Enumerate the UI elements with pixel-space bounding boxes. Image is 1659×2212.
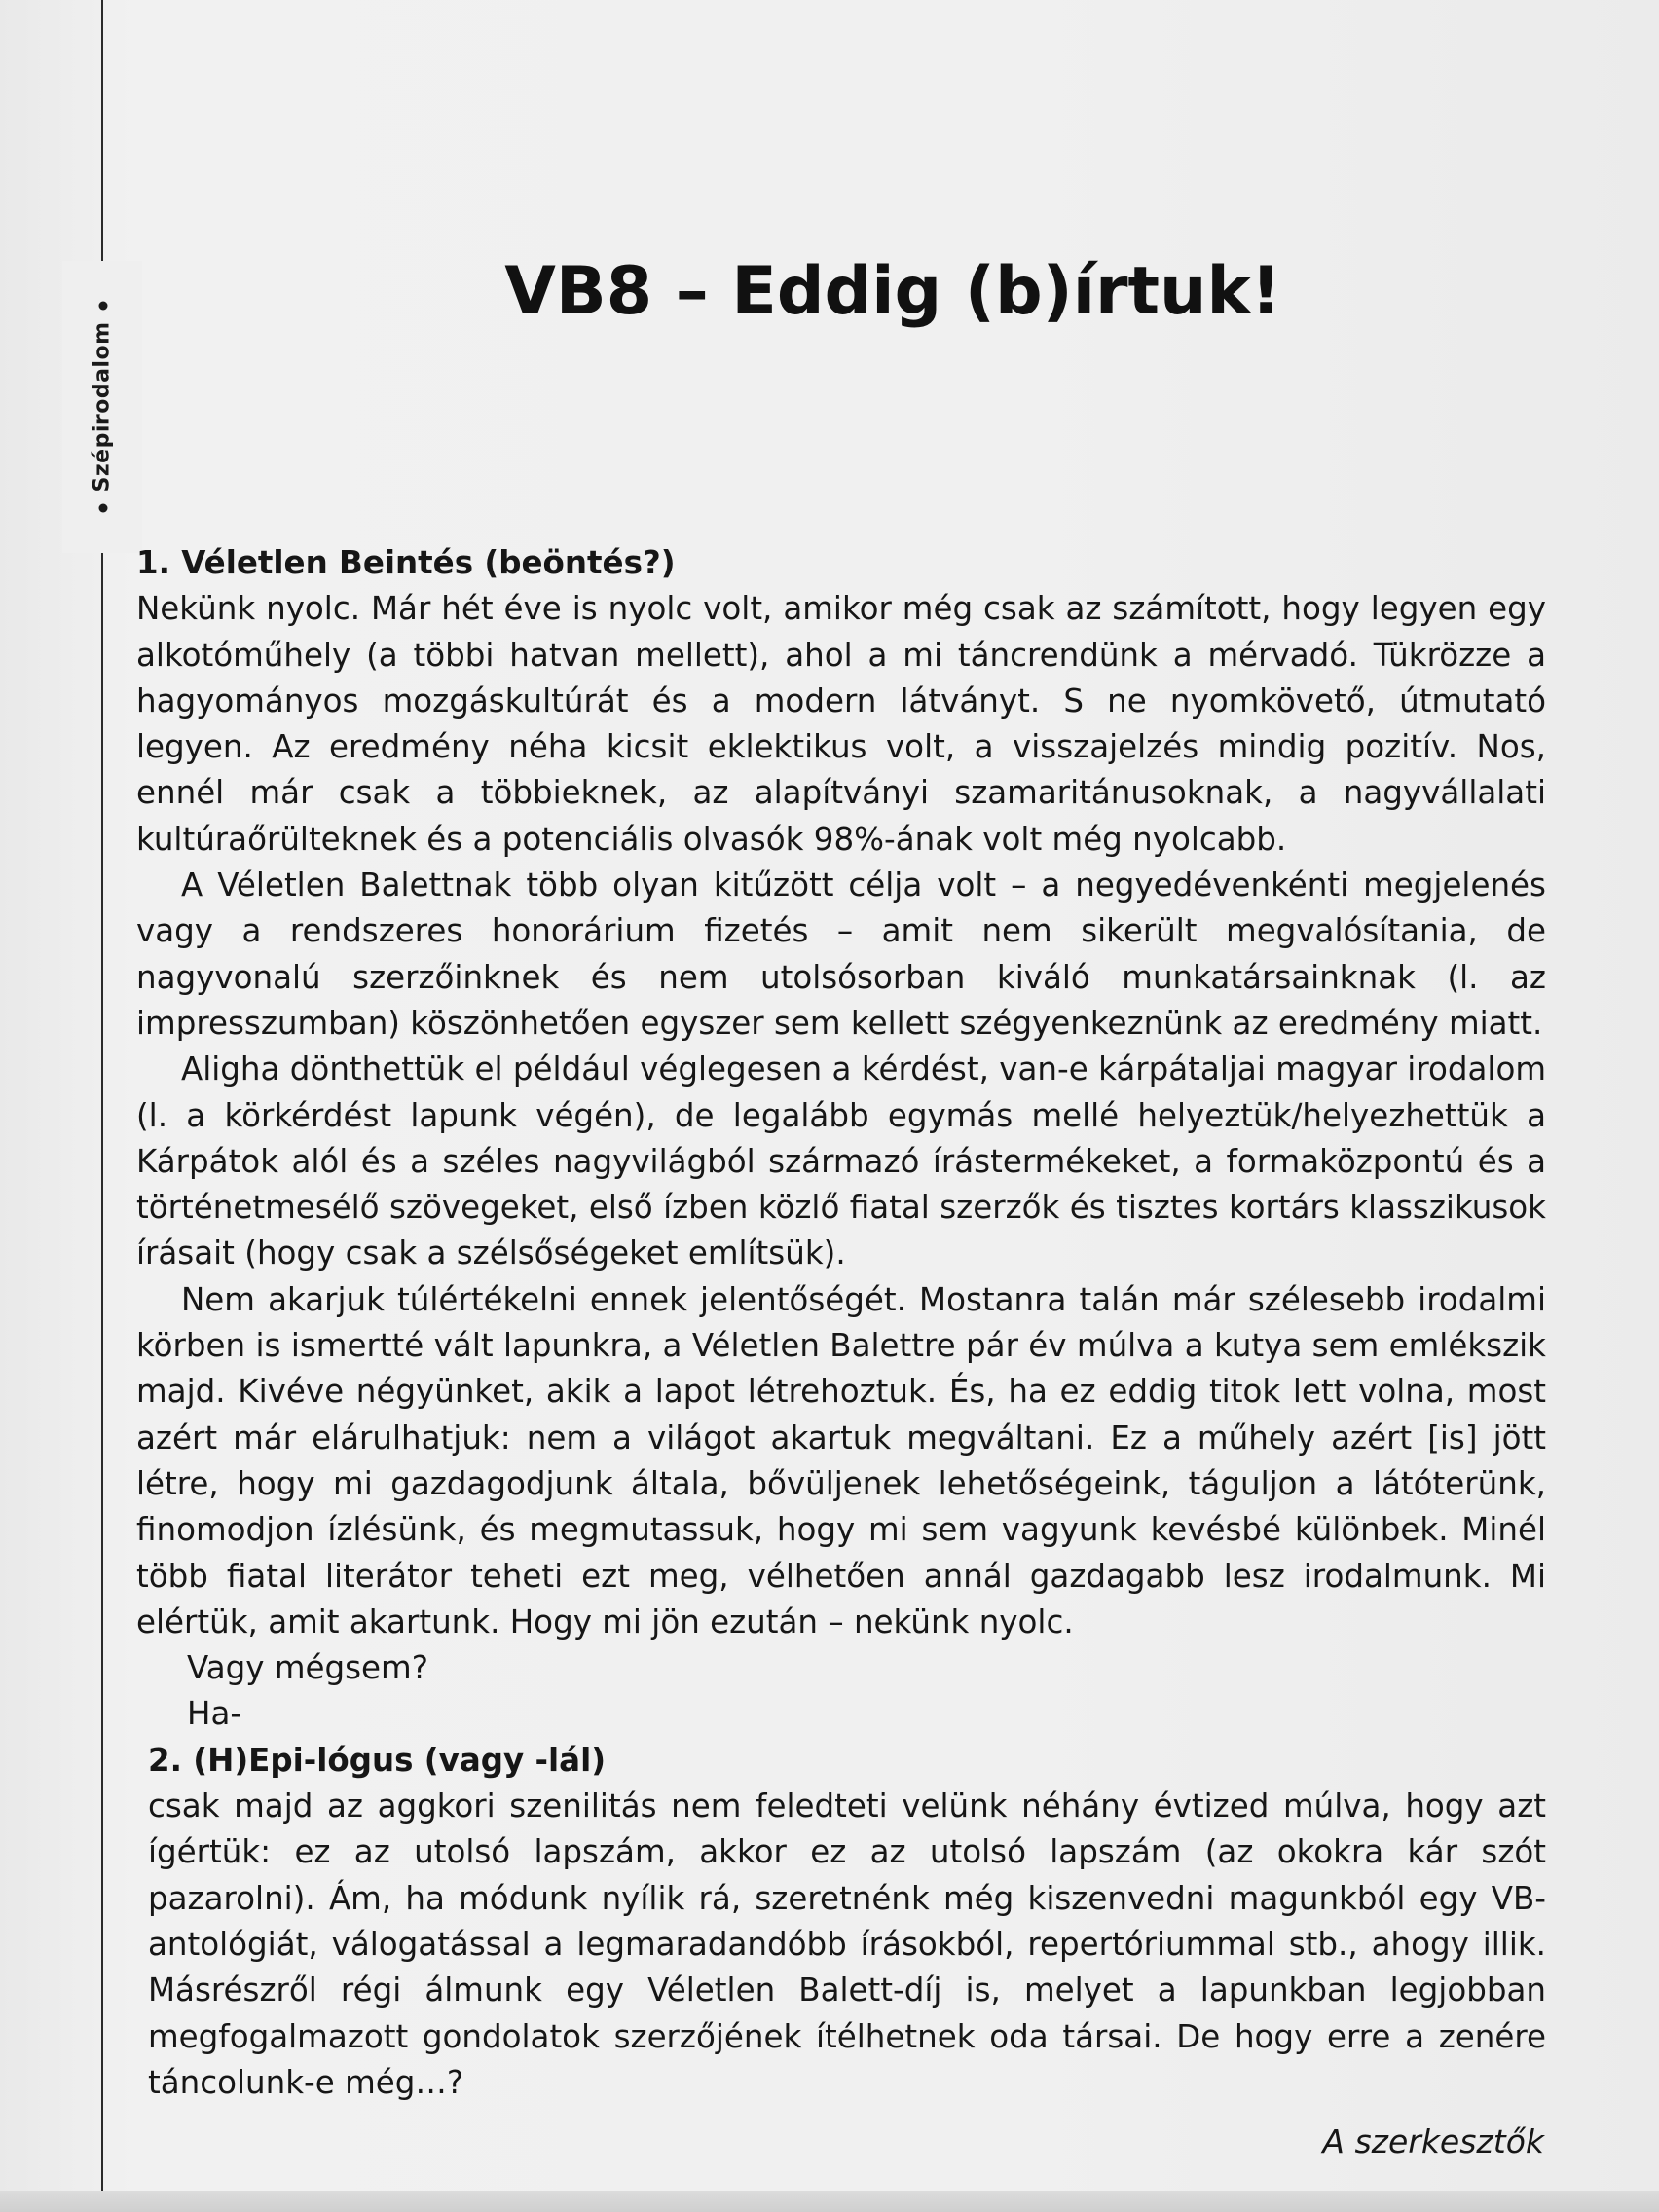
signature: A szerkesztők xyxy=(1322,2122,1544,2160)
bullet-dot-icon xyxy=(98,504,107,513)
section-label-text: Szépirodalom xyxy=(90,321,115,493)
paragraph: Nekünk nyolc. Már hét éve is nyolc volt, amikor még csak az számított, hogy legyen egy alkotóműhely (a többi hatvan mellett), ahol a mi táncrendünk a mérvadó. Tükrözze a hagyományos mozgáskultúrát és a modern látványt. S ne nyomkövető, útmutató legyen. Az eredmény néha kicsit eklektikus volt, a visszajelzés mindig pozitív. Nos, ennél már csak a többieknek, az alapítványi szamaritánusoknak, a nagyvállalati kultúraőrülteknek és a potenciális olvasók 98%-ának volt még nyolcabb. xyxy=(136,590,1546,858)
section-heading-1: 1. Véletlen Beintés (beöntés?) xyxy=(136,544,676,581)
paragraph: csak majd az aggkori szenilitás nem feledteti velünk néhány évtized múlva, hogy azt ígértük: ez az utolsó lapszám, akkor ez az utolsó lapszám (az okokra kár szót pazarolni). Ám, ha módunk nyílik rá, szeretnénk még kiszenvedni magunkból egy VB-antológiát, válogatással a legmaradandóbb írásokból, repertóriummal stb., ahogy illik. Másrészről régi álmunk egy Véletlen Balett-díj is, melyet a lapunkban legjobban megfogalmazott gondolatok szerzőjének ítélhetnek oda társai. De hogy erre a zenére táncolunk-e még…? xyxy=(148,1788,1546,2101)
paragraph: Vagy mégsem? xyxy=(187,1649,428,1687)
page-title: VB8 – Eddig (b)írtuk! xyxy=(504,253,1281,330)
paragraph: A Véletlen Balettnak több olyan kitűzött célja volt – a negyedévenkénti megjelenés vagy a rendszeres honorárium fizetés – amit nem sikerült megvalósítania, de nagyvonalú szerzőinknek és nem utolsósorban kiváló munkatársainknak (l. az impresszumban) köszönhetően egyszer sem kellett szégyenkeznünk az eredmény miatt. xyxy=(136,866,1546,1042)
section-2 xyxy=(136,1738,1546,2106)
paragraph: Ha- xyxy=(187,1695,242,1733)
article-body xyxy=(136,540,1546,2106)
paragraph: Aligha dönthettük el például véglegesen a kérdést, van-e kárpátaljai magyar irodalom (l. a körkérdést lapunk végén), de legalább egymás mellé helyeztük/helyezhettük a Kárpátok alól és a széles nagyvilágból származó írástermékeket, a formaközpontú és a történetmesélő szövegeket, első ízben közlő fiatal szerzők és tisztes kortárs klasszikusok írásait (hogy csak a szélsőségeket említsük). xyxy=(136,1051,1546,1272)
section-heading-2: 2. (H)Epi-lógus (vagy -lál) xyxy=(148,1741,607,1779)
paragraph: Nem akarjuk túlértékelni ennek jelentőségét. Mostanra talán már szélesebb irodalmi körben is ismertté vált lapunkra, a Véletlen Balettre pár év múlva a kutya sem emlékszik majd. Kivéve négyünket, akik a lapot létrehoztuk. És, ha ez eddig titok lett volna, most azért már elárulhatjuk: nem a világot akartuk megváltani. Ez a műhely azért [is] jött létre, hogy mi gazdagodjunk általa, bővüljenek lehetőségeink, táguljon a látóterünk, finomodjon ízlésünk, és megmutassuk, hogy mi sem vagyunk kevésbé különbek. Minél több fiatal literátor teheti ezt meg, vélhetően annál gazdagabb lesz irodalmunk. Mi elértük, amit akartunk. Hogy mi jön ezután – nekünk nyolc. xyxy=(136,1280,1546,1641)
page-bottom-edge xyxy=(0,2191,1659,2212)
